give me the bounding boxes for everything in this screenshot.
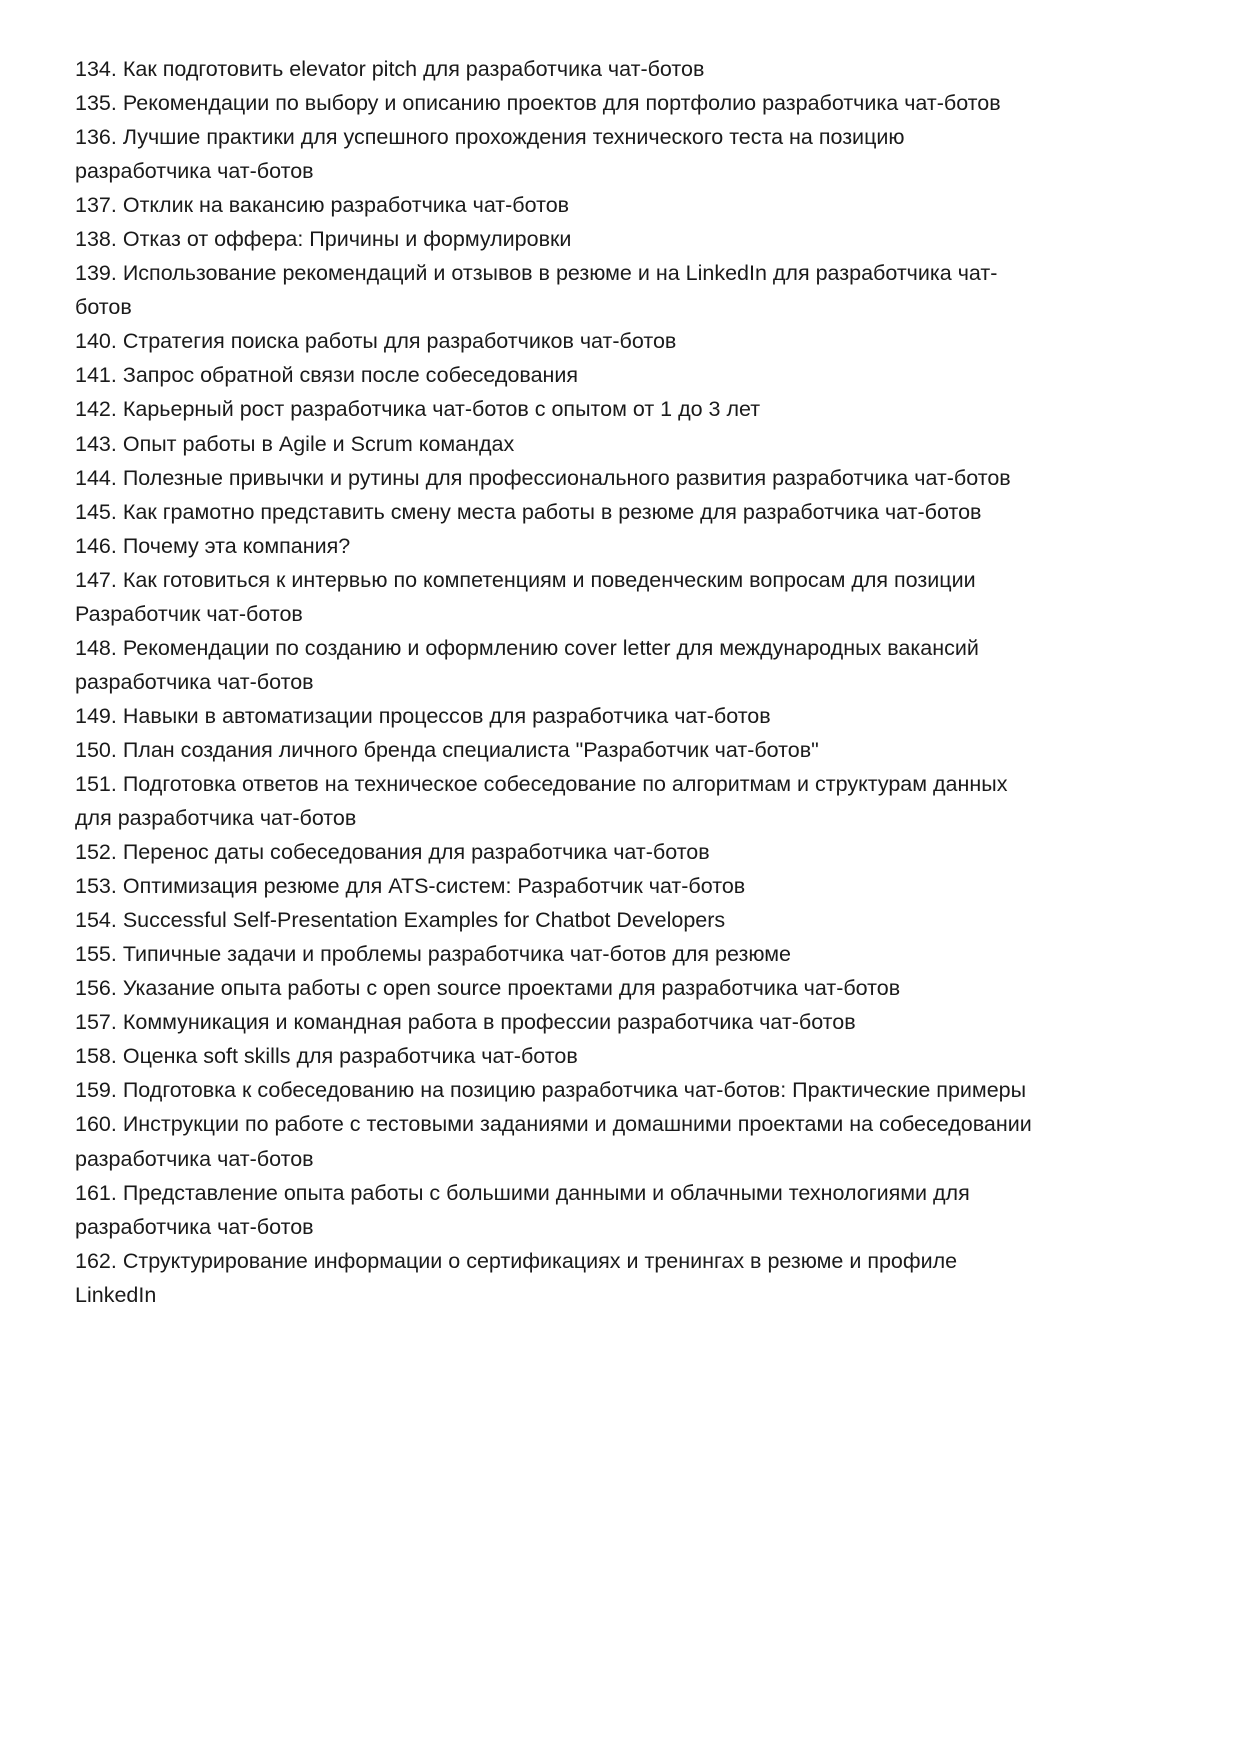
list-item [75, 699, 1040, 733]
item-text: Коммуникация и командная работа в профессии разработчика чат-ботов [122, 1010, 856, 1035]
list-item [75, 1073, 1040, 1107]
list-item [75, 495, 1040, 529]
item-number: 153. [75, 874, 117, 899]
list-item [75, 1107, 1040, 1175]
item-number: 147. [75, 567, 117, 592]
item-text: Полезные привычки и рутины для профессионального развития разработчика чат-ботов [122, 465, 1011, 490]
list-item [75, 461, 1040, 495]
item-text: Рекомендации по созданию и оформлению cover letter для международных вакансий разработчика чат-ботов [75, 635, 979, 694]
item-number: 148. [75, 635, 117, 660]
list-item [75, 427, 1040, 461]
list-item [75, 835, 1040, 869]
list-item [75, 324, 1040, 358]
item-number: 142. [75, 397, 117, 422]
item-text: Запрос обратной связи после собеседования [122, 363, 579, 388]
list-item [75, 971, 1040, 1005]
item-number: 156. [75, 976, 117, 1001]
list-item [75, 256, 1040, 324]
item-number: 146. [75, 533, 117, 558]
item-number: 160. [75, 1112, 117, 1137]
list-item [75, 222, 1040, 256]
item-text: Типичные задачи и проблемы разработчика чат-ботов для резюме [122, 942, 791, 967]
list-item [75, 767, 1040, 835]
list-item [75, 937, 1040, 971]
item-text: Представление опыта работы с большими данными и облачными технологиями для разработчика чат-ботов [75, 1180, 970, 1239]
item-number: 144. [75, 465, 117, 490]
item-text: Указание опыта работы с open source проектами для разработчика чат-ботов [122, 976, 901, 1001]
item-number: 149. [75, 703, 117, 728]
item-number: 154. [75, 908, 117, 933]
item-number: 161. [75, 1180, 117, 1205]
list-item [75, 869, 1040, 903]
list-item [75, 1005, 1040, 1039]
item-number: 134. [75, 57, 117, 81]
item-text: Как грамотно представить смену места работы в резюме для разработчика чат-ботов [122, 499, 982, 524]
list-item [75, 529, 1040, 563]
item-text: Отклик на вакансию разработчика чат-ботов [122, 193, 570, 218]
item-text: Отказ от оффера: Причины и формулировки [122, 227, 572, 252]
item-number: 151. [75, 771, 117, 796]
item-number: 157. [75, 1010, 117, 1035]
item-text: Подготовка ответов на техническое собеседование по алгоритмам и структурам данных для разработчика чат-ботов [75, 771, 1008, 831]
item-text: Стратегия поиска работы для разработчиков чат-ботов [122, 329, 677, 354]
list-item [75, 120, 1040, 188]
document-list [75, 52, 1040, 1312]
list-item [75, 903, 1040, 937]
item-number: 141. [75, 363, 117, 388]
list-item [75, 358, 1040, 392]
item-text: Структурирование информации о сертификациях и тренингах в резюме и профиле LinkedIn [75, 1248, 958, 1307]
item-text: Навыки в автоматизации процессов для разработчика чат-ботов [122, 703, 771, 728]
item-number: 152. [75, 840, 117, 865]
item-number: 155. [75, 942, 117, 967]
item-number: 140. [75, 329, 117, 354]
item-number: 139. [75, 261, 117, 286]
list-item [75, 86, 1040, 120]
item-text: Как подготовить elevator pitch для разработчика чат-ботов [122, 57, 705, 81]
list-item [75, 733, 1040, 767]
item-text: Инструкции по работе с тестовыми заданиями и домашними проектами на собеседовании разработчика чат-ботов [75, 1112, 1032, 1171]
list-item [75, 1244, 1040, 1312]
item-text: Перенос даты собеседования для разработчика чат-ботов [122, 840, 710, 865]
item-text: Рекомендации по выбору и описанию проектов для портфолио разработчика чат-ботов [122, 91, 1001, 116]
item-number: 150. [75, 737, 117, 762]
item-text: Почему эта компания? [122, 533, 351, 558]
item-text: Оптимизация резюме для ATS-систем: Разработчик чат-ботов [122, 874, 746, 899]
item-number: 145. [75, 499, 117, 524]
item-text: Оценка soft skills для разработчика чат-ботов [122, 1044, 578, 1069]
list-item [75, 1176, 1040, 1244]
item-number: 159. [75, 1078, 117, 1103]
item-text: Карьерный рост разработчика чат-ботов с опытом от 1 до 3 лет [122, 397, 761, 422]
list-item [75, 392, 1040, 426]
item-text: Как готовиться к интервью по компетенциям и поведенческим вопросам для позиции Разработчик чат-ботов [75, 567, 976, 626]
list-item [75, 631, 1040, 699]
item-text: Подготовка к собеседованию на позицию разработчика чат-ботов: Практические примеры [122, 1078, 1027, 1103]
item-text: План создания личного бренда специалиста "Разработчик чат-ботов" [122, 737, 819, 762]
item-number: 143. [75, 431, 117, 456]
item-number: 136. [75, 125, 117, 150]
item-number: 138. [75, 227, 117, 252]
item-text: Использование рекомендаций и отзывов в резюме и на LinkedIn для разработчика чат-ботов [75, 261, 998, 320]
item-number: 158. [75, 1044, 117, 1069]
item-text: Лучшие практики для успешного прохождения технического теста на позицию разработчика чат-ботов [75, 125, 905, 184]
item-number: 135. [75, 91, 117, 116]
item-text: Successful Self-Presentation Examples for Chatbot Developers [122, 908, 726, 933]
list-item [75, 1039, 1040, 1073]
item-number: 137. [75, 193, 117, 218]
item-number: 162. [75, 1248, 117, 1273]
item-text: Опыт работы в Agile и Scrum командах [122, 431, 515, 456]
list-item [75, 52, 1040, 86]
list-item [75, 563, 1040, 631]
list-item [75, 188, 1040, 222]
